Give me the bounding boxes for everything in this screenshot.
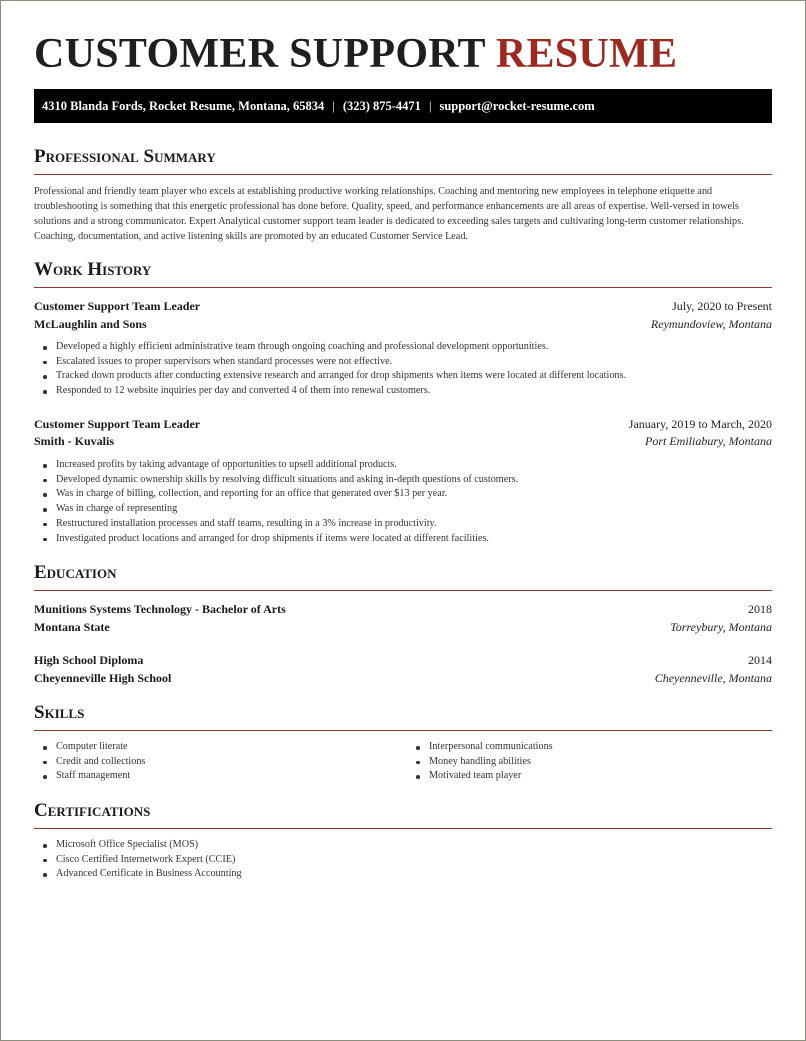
work-history-heading: Work History [34,258,772,288]
certifications-list [34,838,242,882]
list-item: Motivated team player [429,769,553,784]
contact-phone: (323) 875-4471 [342,99,421,113]
list-item: Developed a highly efficient administrative team through ongoing coaching and professional development opportunities. [56,340,626,355]
list-item: Money handling abilities [429,755,553,770]
education-2-school: Cheyenneville High School [34,671,172,685]
contact-email: support@rocket-resume.com [439,99,595,113]
education-1-school: Montana State [34,620,110,634]
list-item: Microsoft Office Specialist (MOS) [56,838,242,853]
job-1-company: McLaughlin and Sons [34,317,147,331]
certifications-heading: Certifications [34,799,772,829]
skills-right-list [407,740,553,784]
list-item: Cisco Certified Internetwork Expert (CCIE) [56,853,242,868]
list-item: Tracked down products after conducting extensive research and arranged for drop shipments when items were located at different locations. [56,369,626,384]
job-1-subheader [34,316,772,332]
education-2-subheader [34,670,772,686]
contact-bar [34,89,772,123]
job-2-dates: January, 2019 to March, 2020 [628,417,772,431]
list-item: Was in charge of representing [56,502,518,517]
job-2-bullets [34,458,518,546]
list-item: Advanced Certificate in Business Accounting [56,867,242,882]
summary-heading: Professional Summary [34,145,772,175]
skills-left-list [34,740,145,784]
job-1-header [34,298,772,314]
job-2-title: Customer Support Team Leader [34,417,201,431]
education-1-header [34,601,772,617]
resume-title [34,30,677,78]
list-item: Investigated product locations and arranged for drop shipments if items were located at different facilities. [56,532,518,547]
job-1-dates: July, 2020 to Present [672,299,772,313]
job-2-subheader [34,433,772,449]
education-1-subheader [34,619,772,635]
job-1-bullets [34,340,626,399]
education-2-year: 2014 [748,653,772,667]
list-item: Was in charge of billing, collection, and reporting for an office that generated over $13 per year. [56,487,518,502]
education-2-location: Cheyenneville, Montana [654,671,772,685]
summary-text: Professional and friendly team player who excels at establishing productive working relationships. Coaching and mentoring new employees in telephone etiquette and troubleshooting is something that this energetic professional has done before. Quality, speed, and performance enhancements are all areas of expertise. Well-versed in towels solutions and a strong communicator. Expert Analytical customer support team leader is dedicated to exceeding sales targets and cultivating long-term customer relationships. Coaching, documentation, and active listening skills are promoted by an educated Customer Service Lead. [34,186,744,242]
list-item: Responded to 12 website inquiries per day and converted 4 of them into renewal customers. [56,384,626,399]
skills-heading: Skills [34,701,772,731]
list-item: Developed dynamic ownership skills by resolving difficult situations and asking in-depth questions of customers. [56,473,518,488]
education-1-degree: Munitions Systems Technology - Bachelor of Arts [34,602,286,616]
job-2-header [34,416,772,432]
list-item: Restructured installation processes and staff teams, resulting in a 3% increase in productivity. [56,517,518,532]
list-item: Computer literate [56,740,145,755]
title-part-1: CUSTOMER SUPPORT [34,31,486,77]
job-1-location: Reymundoview, Montana [650,317,772,331]
education-1-year: 2018 [748,602,772,616]
list-item: Escalated issues to proper supervisors when standard processes were not effective. [56,355,626,370]
list-item: Staff management [56,769,145,784]
contact-address: 4310 Blanda Fords, Rocket Resume, Montana, 65834 [42,99,325,113]
education-2-header [34,652,772,668]
list-item: Interpersonal communications [429,740,553,755]
job-2-location: Port Emiliabury, Montana [645,434,772,448]
title-part-2: RESUME [495,31,678,77]
education-heading: Education [34,561,772,591]
list-item: Increased profits by taking advantage of opportunities to upsell additional products. [56,458,518,473]
job-1-title: Customer Support Team Leader [34,299,201,313]
contact-separator: | [428,99,432,113]
contact-separator: | [332,99,335,113]
education-2-degree: High School Diploma [34,653,144,667]
education-1-location: Torreybury, Montana [670,620,772,634]
job-2-company: Smith - Kuvalis [34,434,115,448]
list-item: Credit and collections [56,755,145,770]
